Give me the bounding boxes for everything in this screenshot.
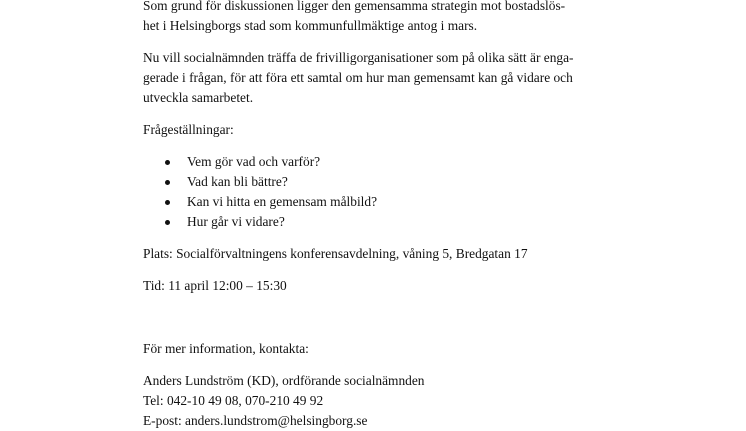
question-text: Vem gör vad och varför? <box>187 154 321 169</box>
contact-email: E-post: anders.lundstrom@helsingborg.se <box>143 413 368 428</box>
spacer <box>143 308 643 339</box>
bullet-icon <box>165 160 170 165</box>
bullet-icon <box>165 220 170 225</box>
list-item <box>143 152 643 172</box>
list-item <box>143 192 643 212</box>
question-text: Vad kan bli bättre? <box>187 174 288 189</box>
place-line: Plats: Socialförvaltningens konferensavdelning, våning 5, Bredgatan 17 <box>143 246 528 261</box>
questions-heading: Frågeställningar: <box>143 122 234 137</box>
questions-list <box>143 152 643 232</box>
question-text: Kan vi hitta en gemensam målbild? <box>187 194 378 209</box>
purpose-line: Nu vill socialnämnden träffa de frivilligorganisationer som på olika sätt är enga- <box>143 50 574 65</box>
purpose-line: utveckla samarbetet. <box>143 90 254 105</box>
contact-details <box>143 371 643 431</box>
list-item <box>143 172 643 192</box>
question-text: Hur går vi vidare? <box>187 214 285 229</box>
time-line: Tid: 11 april 12:00 – 15:30 <box>143 278 287 293</box>
purpose-paragraph <box>143 48 643 108</box>
contact-heading: För mer information, kontakta: <box>143 341 309 356</box>
intro-line: Som grund för diskussionen ligger den gemensamma strategin mot bostadslös- <box>143 0 566 13</box>
contact-name: Anders Lundström (KD), ordförande socialnämnden <box>143 373 425 388</box>
intro-line: het i Helsingborgs stad som kommunfullmäktige antog i mars. <box>143 18 478 33</box>
bullet-icon <box>165 200 170 205</box>
document-body <box>143 0 643 431</box>
purpose-line: gerade i frågan, för att föra ett samtal om hur man gemensamt kan gå vidare och <box>143 70 573 85</box>
intro-paragraph <box>143 0 643 36</box>
list-item <box>143 212 643 232</box>
contact-phone: Tel: 042-10 49 08, 070-210 49 92 <box>143 393 324 408</box>
bullet-icon <box>165 180 170 185</box>
